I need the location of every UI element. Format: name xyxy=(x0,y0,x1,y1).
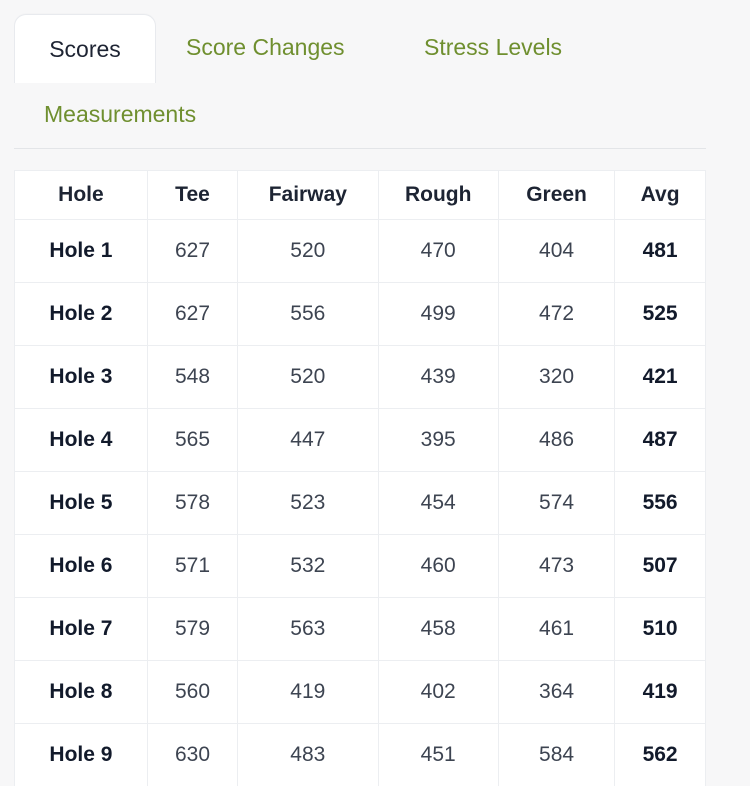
column-header-fairway: Fairway xyxy=(238,171,378,220)
rough-cell: 454 xyxy=(378,472,498,535)
column-header-tee: Tee xyxy=(147,171,237,220)
green-cell: 461 xyxy=(498,598,614,661)
rough-cell: 451 xyxy=(378,724,498,786)
rough-cell: 395 xyxy=(378,409,498,472)
fairway-cell: 532 xyxy=(238,535,378,598)
avg-cell: 525 xyxy=(615,283,705,346)
green-cell: 320 xyxy=(498,346,614,409)
table-row xyxy=(15,724,705,786)
tee-cell: 571 xyxy=(147,535,237,598)
table-header xyxy=(15,171,705,220)
fairway-cell: 563 xyxy=(238,598,378,661)
table-row xyxy=(15,472,705,535)
table-body xyxy=(15,220,705,786)
tee-cell: 627 xyxy=(147,220,237,283)
green-cell: 473 xyxy=(498,535,614,598)
tab-measurements[interactable]: Measurements xyxy=(44,103,196,126)
rough-cell: 470 xyxy=(378,220,498,283)
tee-cell: 630 xyxy=(147,724,237,786)
hole-cell: Hole 6 xyxy=(15,535,147,598)
hole-cell: Hole 9 xyxy=(15,724,147,786)
avg-cell: 481 xyxy=(615,220,705,283)
table-row xyxy=(15,346,705,409)
tee-cell: 565 xyxy=(147,409,237,472)
table-row xyxy=(15,598,705,661)
fairway-cell: 483 xyxy=(238,724,378,786)
tab-bar xyxy=(14,14,706,149)
green-cell: 486 xyxy=(498,409,614,472)
avg-cell: 487 xyxy=(615,409,705,472)
tab-stress-levels[interactable]: Stress Levels xyxy=(424,36,562,59)
green-cell: 404 xyxy=(498,220,614,283)
tee-cell: 627 xyxy=(147,283,237,346)
table-row xyxy=(15,535,705,598)
fairway-cell: 556 xyxy=(238,283,378,346)
tee-cell: 578 xyxy=(147,472,237,535)
rough-cell: 460 xyxy=(378,535,498,598)
rough-cell: 458 xyxy=(378,598,498,661)
hole-cell: Hole 5 xyxy=(15,472,147,535)
fairway-cell: 447 xyxy=(238,409,378,472)
tee-cell: 560 xyxy=(147,661,237,724)
avg-cell: 421 xyxy=(615,346,705,409)
column-header-avg: Avg xyxy=(615,171,705,220)
column-header-rough: Rough xyxy=(378,171,498,220)
table-row xyxy=(15,409,705,472)
hole-cell: Hole 7 xyxy=(15,598,147,661)
table-row xyxy=(15,220,705,283)
rough-cell: 499 xyxy=(378,283,498,346)
green-cell: 364 xyxy=(498,661,614,724)
fairway-cell: 523 xyxy=(238,472,378,535)
scores-table xyxy=(15,171,705,786)
hole-cell: Hole 1 xyxy=(15,220,147,283)
avg-cell: 556 xyxy=(615,472,705,535)
green-cell: 472 xyxy=(498,283,614,346)
avg-cell: 419 xyxy=(615,661,705,724)
tee-cell: 548 xyxy=(147,346,237,409)
table-row xyxy=(15,661,705,724)
green-cell: 584 xyxy=(498,724,614,786)
hole-cell: Hole 8 xyxy=(15,661,147,724)
rough-cell: 402 xyxy=(378,661,498,724)
hole-cell: Hole 4 xyxy=(15,409,147,472)
avg-cell: 510 xyxy=(615,598,705,661)
tab-scores[interactable]: Scores xyxy=(14,14,156,83)
tab-score-changes[interactable]: Score Changes xyxy=(186,36,345,59)
fairway-cell: 520 xyxy=(238,220,378,283)
column-header-green: Green xyxy=(498,171,614,220)
hole-cell: Hole 2 xyxy=(15,283,147,346)
scores-table-container xyxy=(14,170,706,786)
tee-cell: 579 xyxy=(147,598,237,661)
avg-cell: 562 xyxy=(615,724,705,786)
column-header-hole: Hole xyxy=(15,171,147,220)
hole-cell: Hole 3 xyxy=(15,346,147,409)
table-row xyxy=(15,283,705,346)
rough-cell: 439 xyxy=(378,346,498,409)
fairway-cell: 419 xyxy=(238,661,378,724)
avg-cell: 507 xyxy=(615,535,705,598)
fairway-cell: 520 xyxy=(238,346,378,409)
green-cell: 574 xyxy=(498,472,614,535)
table-header-row xyxy=(15,171,705,220)
